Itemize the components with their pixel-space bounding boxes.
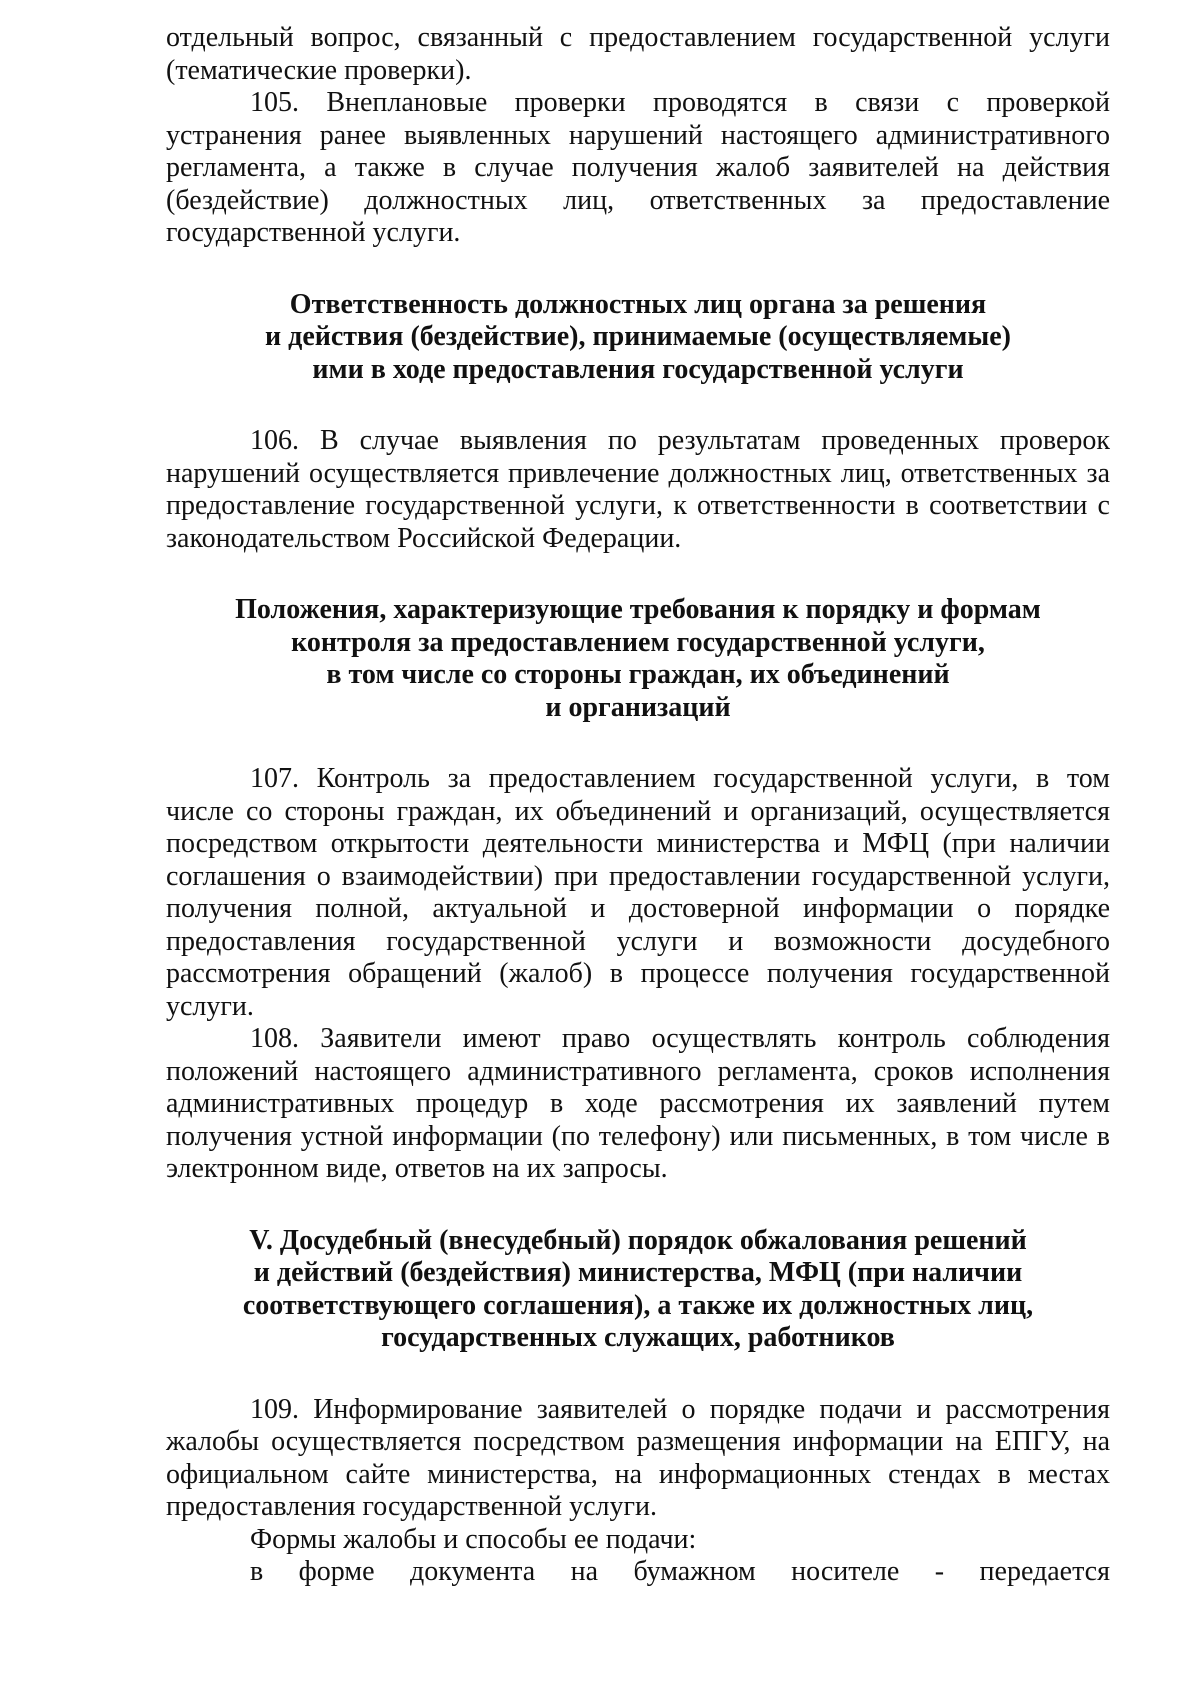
heading-line: государственных служащих, работников	[381, 1322, 895, 1353]
heading-line: и действий (бездействия) министерства, МФЦ (при наличии	[253, 1257, 1023, 1288]
heading-line: и организаций	[545, 691, 731, 723]
heading-line: соответствующего соглашения), а также их должностных лиц,	[242, 1289, 1034, 1321]
paragraph-109: 109. Информирование заявителей о порядке подачи и рассмотрения жалобы осуществляется посредством размещения информации на ЕПГУ, на официальном сайте министерства, на информационных стендах в местах предоставления государственной услуги.	[166, 1393, 1110, 1522]
heading-line: в том числе со стороны граждан, их объединений	[326, 659, 950, 690]
continuation-paragraph: отдельный вопрос, связанный с предоставлением государственной услуги (тематические проверки).	[166, 22, 1110, 86]
section-heading-control	[166, 594, 1110, 724]
section-heading-appeal	[166, 1225, 1110, 1355]
section-heading-responsibility	[166, 289, 1110, 387]
document-body	[166, 22, 1110, 1589]
heading-line: ими в ходе предоставления государственной услуги	[312, 353, 964, 385]
heading-line: V. Досудебный (внесудебный) порядок обжалования решений	[249, 1224, 1027, 1256]
paragraph-105: 105. Внеплановые проверки проводятся в связи с проверкой устранения ранее выявленных нарушений настоящего административного регламента, а также в случае получения жалоб заявителей на действия (бездействие) должностных лиц, ответственных за предоставление государственной услуги.	[166, 87, 1110, 248]
paragraph-107: 107. Контроль за предоставлением государственной услуги, в том числе со стороны граждан, их объединений и организаций, осуществляется посредством открытости деятельности министерства и МФЦ (при наличии соглашения о взаимодействии) при предоставлении государственной услуги, получения полной, актуальной и достоверной информации о порядке предоставления государственной услуги и возможности досудебного рассмотрения обращений (жалоб) в процессе получения государственной услуги.	[166, 763, 1110, 1022]
heading-line: Ответственность должностных лиц органа за решения	[289, 288, 987, 320]
heading-line: контроля за предоставлением государственной услуги,	[291, 626, 985, 658]
forms-intro: Формы жалобы и способы ее подачи:	[250, 1523, 697, 1555]
paragraph-106: 106. В случае выявления по результатам проведенных проверок нарушений осуществляется привлечение должностных лиц, ответственных за предоставление государственной услуги, к ответственности в соответствии с законодательством Российской Федерации.	[166, 425, 1110, 554]
heading-line: и действия (бездействие), принимаемые (осуществляемые)	[265, 321, 1011, 352]
paragraph-108: 108. Заявители имеют право осуществлять контроль соблюдения положений настоящего административного регламента, сроков исполнения административных процедур в ходе рассмотрения их заявлений путем получения устной информации (по телефону) или письменных, в том числе в электронном виде, ответов на их запросы.	[166, 1023, 1110, 1184]
heading-line: Положения, характеризующие требования к порядку и формам	[235, 594, 1041, 625]
last-line: в форме документа на бумажном носителе - передается	[250, 1556, 1110, 1587]
